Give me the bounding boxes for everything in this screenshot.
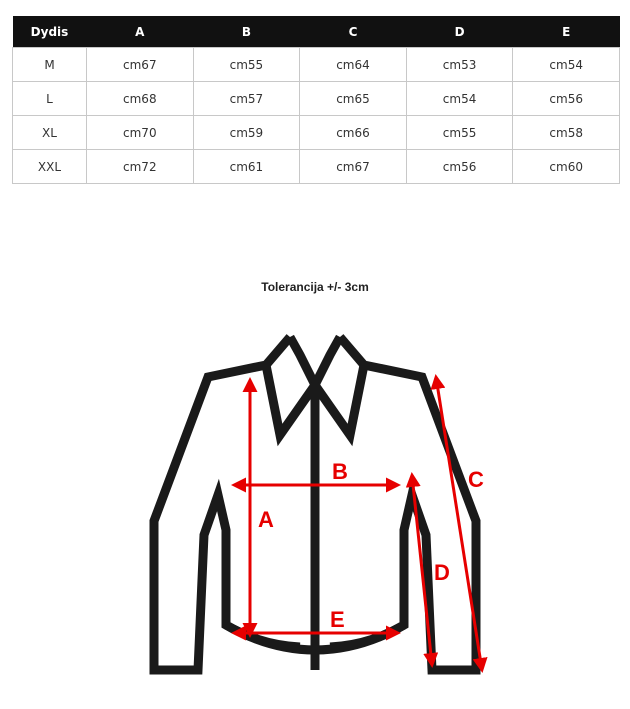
table-cell: L (13, 82, 87, 116)
measure-a-label: A (258, 507, 274, 532)
table-row (13, 116, 620, 150)
table-cell: cm68 (87, 82, 194, 116)
table-cell: cm54 (513, 48, 620, 82)
header-b: B (193, 16, 300, 48)
table-cell: cm56 (513, 82, 620, 116)
tolerance-note: Tolerancija +/- 3cm (261, 280, 369, 294)
table-cell: cm61 (193, 150, 300, 184)
header-e: E (513, 16, 620, 48)
table-cell: cm58 (513, 116, 620, 150)
table-cell: cm54 (406, 82, 513, 116)
header-a: A (87, 16, 194, 48)
measure-b-label: B (332, 459, 348, 484)
table-cell: cm59 (193, 116, 300, 150)
table-row (13, 48, 620, 82)
header-size: Dydis (13, 16, 87, 48)
measure-c-label: C (468, 467, 484, 492)
table-cell: cm67 (87, 48, 194, 82)
table-cell: cm55 (406, 116, 513, 150)
table-cell: cm70 (87, 116, 194, 150)
table-cell: cm67 (300, 150, 407, 184)
table-cell: cm64 (300, 48, 407, 82)
table-cell: cm57 (193, 82, 300, 116)
table-row (13, 82, 620, 116)
measure-e-label: E (330, 607, 345, 632)
table-cell: cm60 (513, 150, 620, 184)
header-c: C (300, 16, 407, 48)
measure-d-label: D (434, 560, 450, 585)
table-cell: cm66 (300, 116, 407, 150)
table-cell: XL (13, 116, 87, 150)
table-row (13, 150, 620, 184)
table-header-row (13, 16, 620, 48)
jacket-outline-illustration (140, 325, 500, 685)
table-cell: cm65 (300, 82, 407, 116)
table-cell: M (13, 48, 87, 82)
table-cell: cm53 (406, 48, 513, 82)
table-cell: cm72 (87, 150, 194, 184)
size-table (12, 16, 620, 184)
table-cell: XXL (13, 150, 87, 184)
table-cell: cm56 (406, 150, 513, 184)
jacket-measurement-diagram (140, 325, 500, 685)
table-cell: cm55 (193, 48, 300, 82)
header-d: D (406, 16, 513, 48)
